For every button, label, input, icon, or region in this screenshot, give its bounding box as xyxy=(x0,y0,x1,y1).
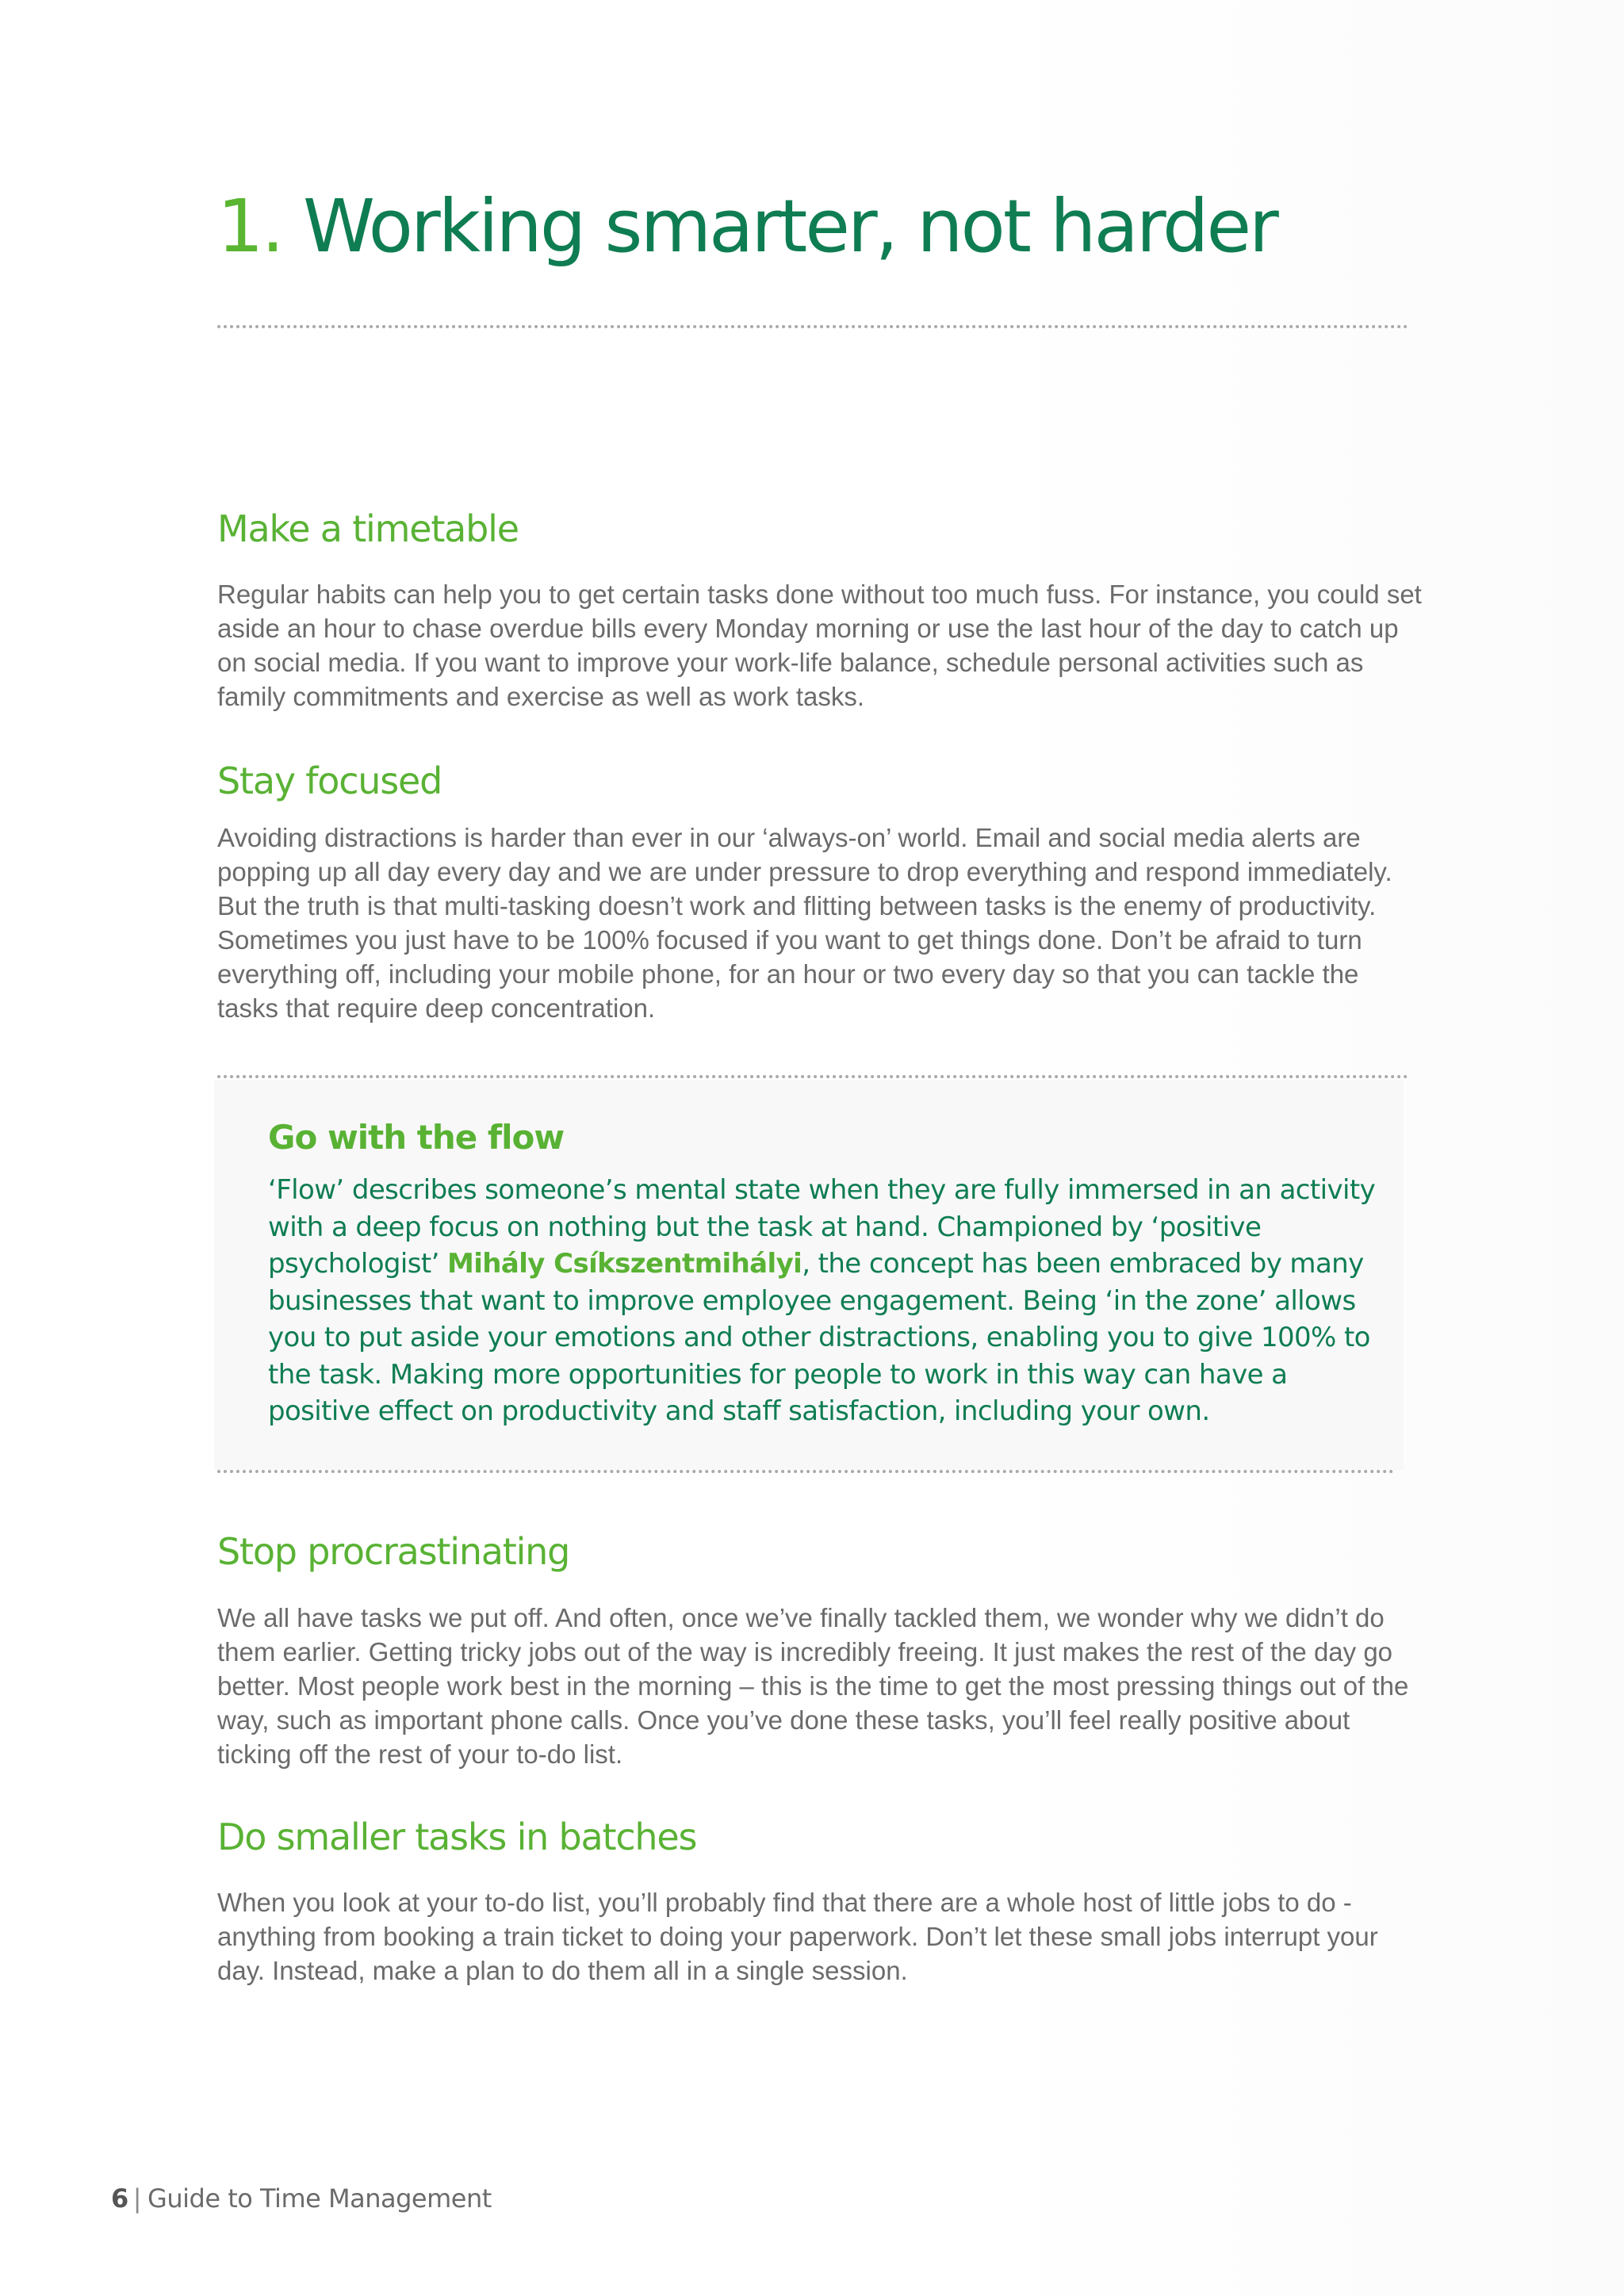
dotted-divider-callout-top xyxy=(217,1075,1408,1078)
chapter-title xyxy=(217,184,1277,269)
footer-separator: | xyxy=(132,2183,142,2214)
dotted-divider-callout-bottom xyxy=(217,1470,1394,1473)
callout-text xyxy=(268,1172,1378,1430)
section-heading-focused: Stay focused xyxy=(217,760,442,802)
section-heading-procrastinating: Stop procrastinating xyxy=(217,1530,570,1573)
page-footer xyxy=(111,2183,492,2214)
page-number: 6 xyxy=(111,2183,128,2214)
section-body-focused: Avoiding distractions is harder than ever in our ‘always-on’ world. Email and social media alerts are popping up all day every day and we are under pressure to drop everything and respond immediately. But the truth is that multi-tasking doesn’t work and flitting between tasks is the enemy of productivity. Sometimes you just have to be 100% focused if you want to get things done. Don’t be afraid to turn everything off, including your mobile phone, for an hour or two every day so that you can tackle the tasks that require deep concentration. xyxy=(217,823,1392,1023)
callout-highlight-name: Mihály Csíkszentmihályi xyxy=(447,1248,802,1280)
section-body-procrastinating: We all have tasks we put off. And often, once we’ve finally tackled them, we wonder why we didn’t do them earlier. Getting tricky jobs out of the way is incredibly freeing. It just makes the rest of the day go better. Most people work best in the morning – this is the time to get the most pressing things out of the way, such as important phone calls. Once you’ve done these tasks, you’ll feel really positive about ticking off the rest of your to-do list. xyxy=(217,1603,1409,1769)
section-body-timetable: Regular habits can help you to get certain tasks done without too much fuss. For instance, you could set aside an hour to chase overdue bills every Monday morning or use the last hour of the day to catch up on social media. If you want to improve your work-life balance, schedule personal activities such as family commitments and exercise as well as work tasks. xyxy=(217,580,1422,711)
dotted-divider-top xyxy=(217,325,1408,328)
chapter-number: 1. xyxy=(217,184,282,269)
section-heading-batches: Do smaller tasks in batches xyxy=(217,1816,697,1858)
chapter-title-text: Working smarter, not harder xyxy=(303,184,1277,269)
section-heading-timetable: Make a timetable xyxy=(217,507,519,550)
callout-text-before: ‘Flow’ describes someone’s mental state when they are fully immersed in an activity with a deep focus on nothing but the task at hand. Championed by ‘positive psychologist’ xyxy=(268,1174,1376,1280)
section-body-batches: When you look at your to-do list, you’ll probably find that there are a whole host of little jobs to do - anything from booking a train ticket to doing your paperwork. Don’t let these small jobs interrupt your day. Instead, make a plan to do them all in a single session. xyxy=(217,1888,1378,1985)
callout-text-after: , the concept has been embraced by many businesses that want to improve employee engagement. Being ‘in the zone’ allows you to put aside your emotions and other distractions, enabling you to give 100% to the task. Making more opportunities for people to work in this way can have a positive effect on productivity and staff satisfaction, including your own. xyxy=(268,1248,1370,1427)
callout-heading: Go with the flow xyxy=(268,1118,565,1157)
footer-guide-title: Guide to Time Management xyxy=(147,2183,492,2214)
